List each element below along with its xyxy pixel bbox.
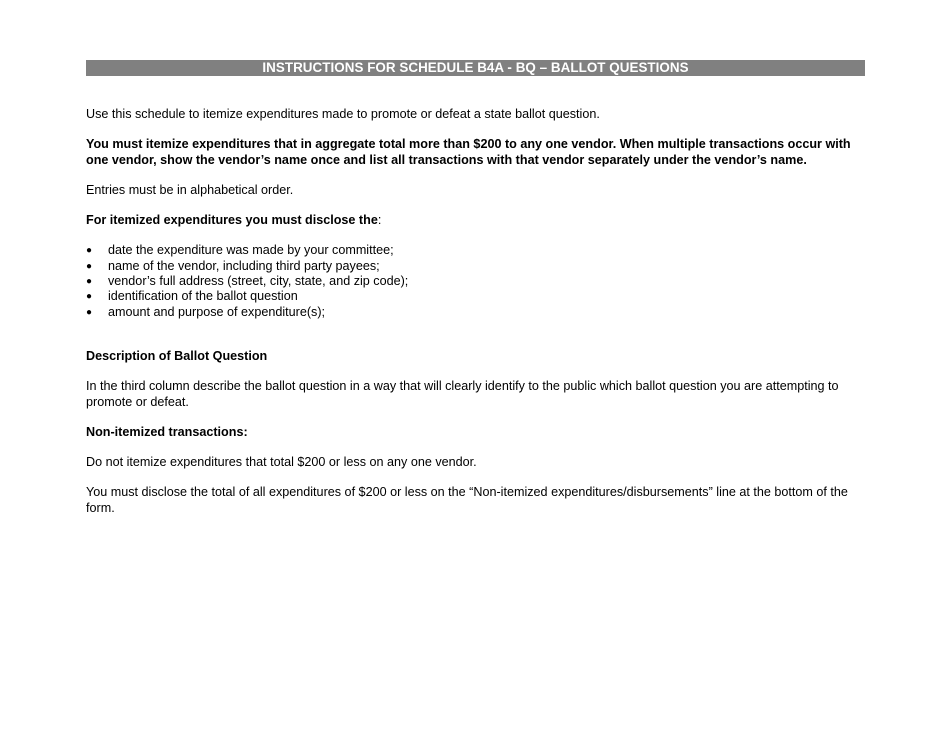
list-item: [86, 289, 865, 304]
list-item: [86, 274, 865, 289]
instructions-page: [86, 60, 865, 516]
list-item: [86, 243, 865, 258]
list-item: [86, 305, 865, 320]
bullet-icon: ●: [86, 276, 93, 288]
non-itemized-heading: Non-itemized transactions:: [86, 424, 248, 439]
bullet-icon: ●: [86, 245, 93, 257]
disclose-heading-suffix: :: [377, 213, 382, 228]
list-item-text: vendor’s full address (street, city, state, and zip code);: [108, 274, 409, 289]
page-title: INSTRUCTIONS FOR SCHEDULE B4A - BQ – BALLOT QUESTIONS: [86, 60, 865, 76]
list-item-text: amount and purpose of expenditure(s);: [108, 304, 326, 319]
list-item-text: date the expenditure was made by your committee;: [108, 243, 394, 258]
intro-paragraph: Use this schedule to itemize expenditures made to promote or defeat a state ballot question.: [86, 107, 600, 121]
bullet-icon: ●: [86, 260, 93, 272]
bullet-icon: ●: [86, 306, 93, 318]
disclose-list: [86, 243, 865, 319]
description-heading: Description of Ballot Question: [86, 348, 268, 363]
disclose-heading-bold: For itemized expenditures you must disclose the: [86, 213, 378, 228]
list-item-text: name of the vendor, including third party payees;: [108, 258, 380, 273]
bullet-icon: ●: [86, 291, 93, 303]
disclose-heading: [86, 213, 865, 228]
non-itemized-paragraph-1: Do not itemize expenditures that total $200 or less on any one vendor.: [86, 455, 477, 470]
itemize-rule-paragraph: You must itemize expenditures that in aggregate total more than $200 to any one vendor. When multiple transactions occur with one vendor, show the vendor’s name once and list all transactions with that vendor separately under the vendor’s name.: [86, 137, 851, 167]
alphabetical-order-note: Entries must be in alphabetical order.: [86, 182, 294, 197]
non-itemized-paragraph-2: You must disclose the total of all expenditures of $200 or less on the “Non-itemized expenditures/disbursements” line at the bottom of the form.: [86, 485, 848, 515]
list-item-text: identification of the ballot question: [108, 289, 298, 304]
description-paragraph: In the third column describe the ballot question in a way that will clearly identify to the public which ballot question you are attempting to promote or defeat.: [86, 379, 839, 409]
list-item: [86, 259, 865, 274]
